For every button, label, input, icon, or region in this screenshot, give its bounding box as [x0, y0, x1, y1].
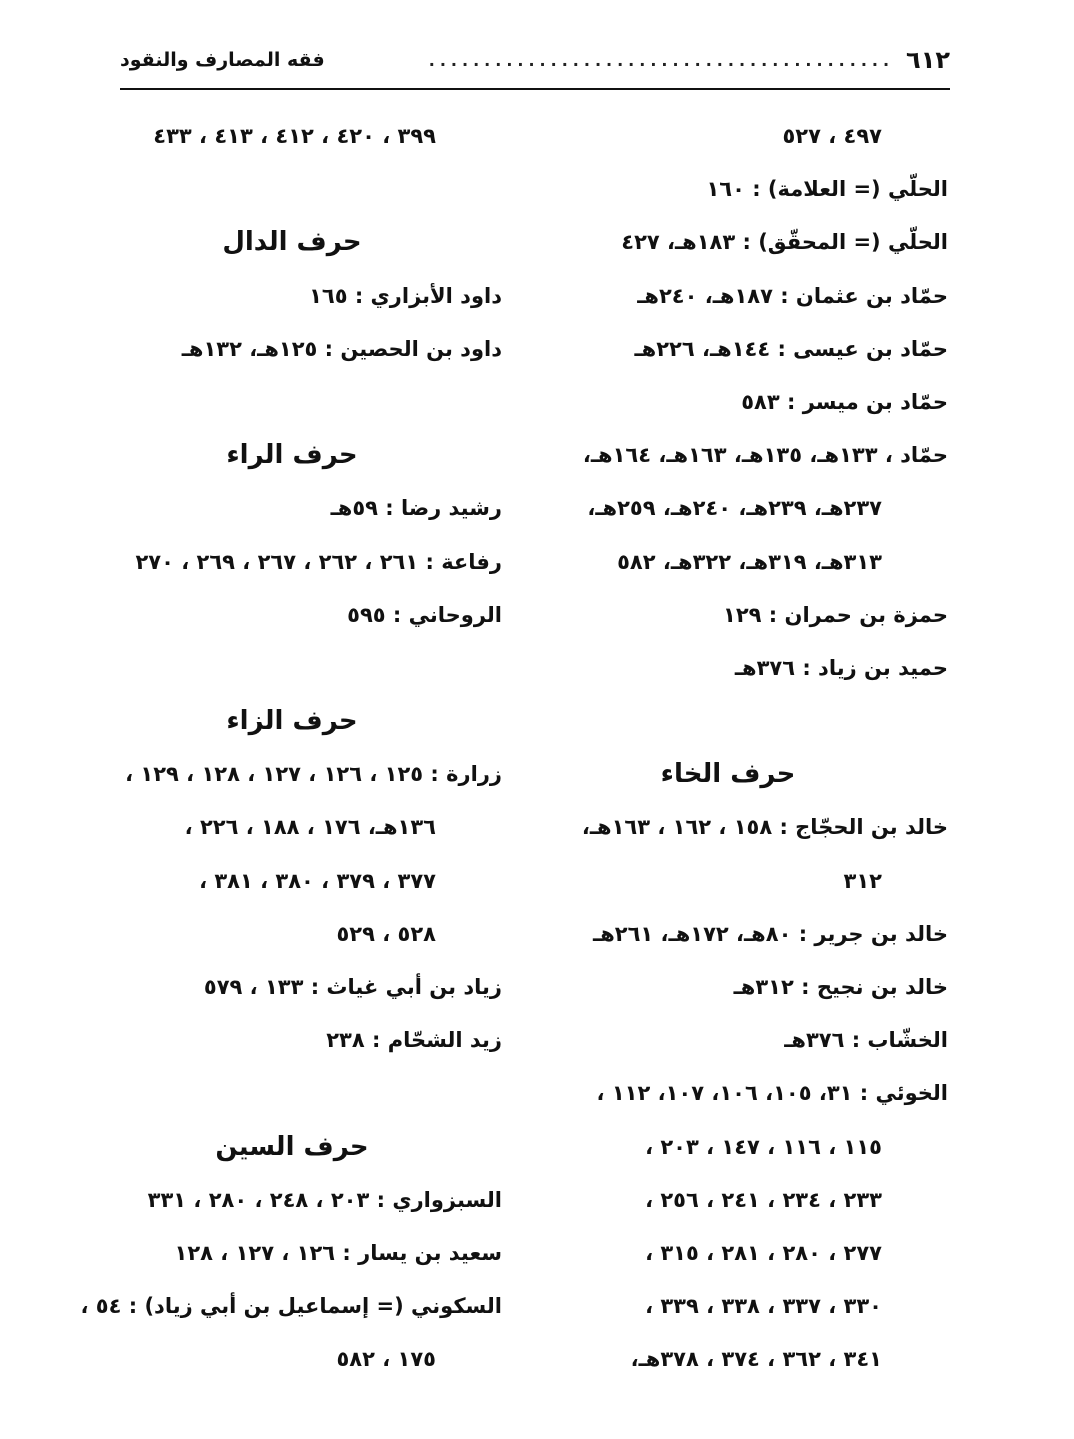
index-entry: داود بن الحصين : ١٢٥هـ، ١٣٢هـ: [181, 336, 502, 361]
index-entry: رشيد رضا : ٥٩هـ: [330, 496, 502, 521]
running-header: [120, 40, 950, 80]
index-entry: حميد بن زياد : ٣٧٦هـ: [734, 655, 948, 680]
index-entry: زرارة : ١٢٥ ، ١٢٦ ، ١٢٧ ، ١٢٨ ، ١٢٩ ،: [125, 762, 502, 787]
index-continuation: ٣٣٠ ، ٣٣٧ ، ٣٣٨ ، ٣٣٩ ،: [645, 1294, 882, 1319]
index-continuation: ٣٤١ ، ٣٦٢ ، ٣٧٤ ، ٣٧٨هـ،: [630, 1347, 882, 1372]
index-continuation: ٥٢٨ ، ٥٢٩: [336, 921, 436, 946]
index-entry: رفاعة : ٢٦١ ، ٢٦٢ ، ٢٦٧ ، ٢٦٩ ، ٢٧٠: [135, 549, 502, 574]
index-continuation: ١١٥ ، ١١٦ ، ١٤٧ ، ٢٠٣ ،: [645, 1134, 882, 1159]
spacer: [122, 163, 502, 216]
index-entry: خالد بن جرير : ٨٠هـ، ١٧٢هـ، ٢٦١هـ: [593, 921, 948, 946]
index-continuation: ٣٩٩ ، ٤٢٠ ، ٤١٢ ، ٤١٣ ، ٤٣٣: [153, 124, 436, 148]
index-column-left: [80, 110, 502, 1387]
section-heading: حرف الخاء: [660, 759, 796, 790]
leader-dots: ..........................................: [428, 50, 895, 70]
index-entry: حمزة بن حمران : ١٢٩: [723, 602, 948, 627]
index-entry: السبزواري : ٢٠٣ ، ٢٤٨ ، ٢٨٠ ، ٣٣١: [147, 1187, 502, 1212]
index-entry: الروحاني : ٥٩٥: [347, 602, 502, 627]
index-entry: زياد بن أبي غياث : ١٣٣ ، ٥٧٩: [203, 975, 502, 999]
index-continuation: ٢٣٣ ، ٢٣٤ ، ٢٤١ ، ٢٥٦ ،: [645, 1187, 882, 1212]
index-continuation: ٣١٢: [843, 868, 882, 893]
index-entry: حمّاد بن ميسر : ٥٨٣: [741, 389, 948, 414]
index-entry: سعيد بن يسار : ١٢٦ ، ١٢٧ ، ١٢٨: [174, 1240, 502, 1265]
index-entry: زيد الشحّام : ٢٣٨: [326, 1028, 502, 1053]
spacer: [122, 376, 502, 429]
index-column-right: [548, 110, 948, 1387]
index-entry: خالد بن نجيح : ٣١٢هـ: [733, 975, 948, 999]
index-entry: الخشّاب : ٣٧٦هـ: [784, 1028, 948, 1053]
section-heading: حرف الراء: [226, 440, 358, 471]
header-rule: [120, 88, 950, 90]
index-entry: حمّاد ، ١٣٣هـ، ١٣٥هـ، ١٦٣هـ، ١٦٤هـ،: [582, 443, 948, 468]
index-entry: السكوني (= إسماعيل بن أبي زياد) : ٥٤ ،: [80, 1294, 502, 1319]
index-continuation: ٤٩٧ ، ٥٢٧: [782, 124, 882, 148]
index-entry: الحلّي (= العلامة) : ١٦٠: [706, 177, 948, 202]
section-heading: حرف الزاء: [226, 706, 358, 737]
index-continuation: ١٧٥ ، ٥٨٢: [336, 1347, 436, 1372]
index-continuation: ٢٧٧ ، ٢٨٠ ، ٢٨١ ، ٣١٥ ،: [645, 1240, 882, 1265]
index-continuation: ١٣٦هـ، ١٧٦ ، ١٨٨ ، ٢٢٦ ،: [184, 815, 436, 840]
page-number: ٦١٢: [906, 46, 950, 74]
index-entry: حمّاد بن عثمان : ١٨٧هـ، ٢٤٠هـ: [637, 283, 948, 308]
index-entry: الحلّي (= المحقّق) : ١٨٣هـ، ٤٢٧: [621, 230, 948, 255]
spacer: [122, 642, 502, 695]
book-title: فقه المصارف والنقود: [120, 49, 325, 71]
spacer: [548, 695, 948, 748]
section-heading: حرف الدال: [222, 227, 362, 258]
section-heading: حرف السين: [215, 1131, 369, 1162]
index-continuation: ٣١٣هـ، ٣١٩هـ، ٣٢٢هـ، ٥٨٢: [617, 549, 882, 574]
index-continuation: ٣٧٧ ، ٣٧٩ ، ٣٨٠ ، ٣٨١ ،: [199, 868, 436, 893]
index-entry: حمّاد بن عيسى : ١٤٤هـ، ٢٢٦هـ: [634, 336, 948, 361]
index-entry: داود الأبزاري : ١٦٥: [309, 283, 502, 308]
index-entry: الخوئي : ٣١، ١٠٥، ١٠٦، ١٠٧، ١١٢ ،: [596, 1081, 948, 1106]
index-continuation: ٢٣٧هـ، ٢٣٩هـ، ٢٤٠هـ، ٢٥٩هـ،: [587, 496, 882, 521]
spacer: [122, 1067, 502, 1120]
index-entry: خالد بن الحجّاج : ١٥٨ ، ١٦٢ ، ١٦٣هـ،: [581, 815, 948, 840]
